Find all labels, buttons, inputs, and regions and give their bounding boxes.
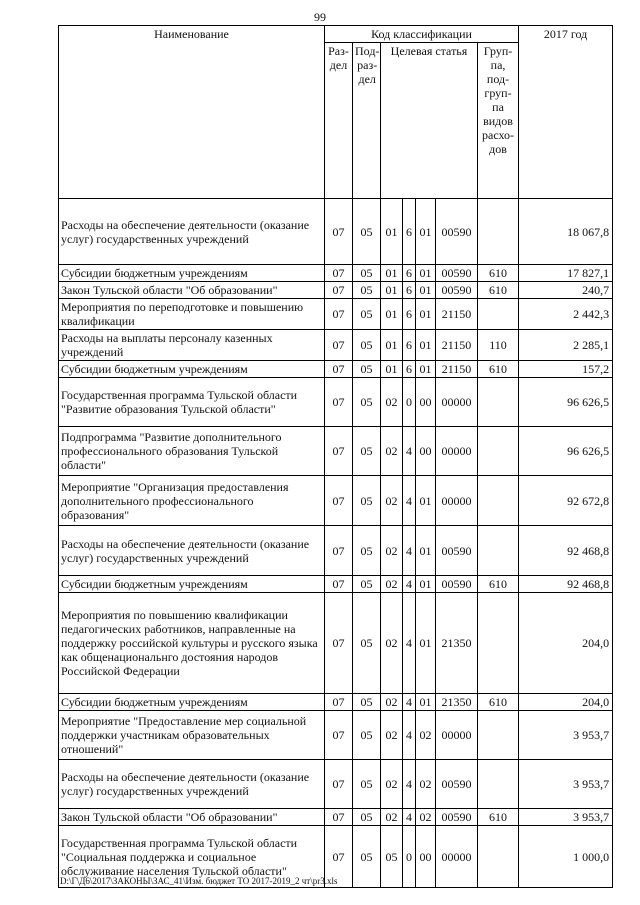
subsection-code: 05 (353, 299, 381, 330)
program-code: 05 (381, 826, 403, 888)
direction-code: 00590 (436, 282, 478, 299)
table-row (59, 476, 613, 526)
amount: 204,0 (519, 694, 613, 711)
table-row (59, 526, 613, 576)
table-row (59, 694, 613, 711)
subprogram-code: 6 (403, 282, 416, 299)
subprogram-code: 6 (403, 199, 416, 265)
subsection-code: 05 (353, 427, 381, 476)
direction-code: 00590 (436, 760, 478, 809)
subsection-code: 05 (353, 282, 381, 299)
section-code: 07 (325, 760, 353, 809)
amount: 3 953,7 (519, 760, 613, 809)
measure-code: 01 (416, 330, 436, 361)
section-code: 07 (325, 330, 353, 361)
group-code: 110 (478, 330, 519, 361)
direction-code: 00590 (436, 576, 478, 593)
table-row (59, 378, 613, 427)
section-code: 07 (325, 361, 353, 378)
subprogram-code: 6 (403, 330, 416, 361)
section-code: 07 (325, 199, 353, 265)
subprogram-code: 4 (403, 476, 416, 526)
row-name: Расходы на обеспечение деятельности (оказание услуг) государственных учреждений (59, 760, 325, 809)
amount: 96 626,5 (519, 427, 613, 476)
amount: 2 285,1 (519, 330, 613, 361)
measure-code: 01 (416, 199, 436, 265)
measure-code: 01 (416, 526, 436, 576)
section-code: 07 (325, 826, 353, 888)
section-code: 07 (325, 526, 353, 576)
measure-code: 01 (416, 476, 436, 526)
subsection-code: 05 (353, 809, 381, 826)
table-row (59, 299, 613, 330)
program-code: 02 (381, 427, 403, 476)
amount: 2 442,3 (519, 299, 613, 330)
table-row (59, 809, 613, 826)
table-row (59, 265, 613, 282)
subprogram-code: 4 (403, 694, 416, 711)
subsection-code: 05 (353, 526, 381, 576)
subsection-code: 05 (353, 694, 381, 711)
direction-code: 21350 (436, 593, 478, 694)
section-code: 07 (325, 427, 353, 476)
subsection-code: 05 (353, 476, 381, 526)
direction-code: 21150 (436, 330, 478, 361)
subprogram-code: 0 (403, 378, 416, 427)
amount: 17 827,1 (519, 265, 613, 282)
program-code: 02 (381, 576, 403, 593)
direction-code: 21150 (436, 361, 478, 378)
section-code: 07 (325, 711, 353, 760)
group-code: 610 (478, 282, 519, 299)
row-name: Мероприятия по повышению квалификации педагогических работников, направленные на поддержку российской культуры и русского языка как общенациональнго достояния народов Российской Федерации (59, 593, 325, 694)
table-row (59, 760, 613, 809)
program-code: 01 (381, 361, 403, 378)
subprogram-code: 4 (403, 711, 416, 760)
section-code: 07 (325, 282, 353, 299)
row-name: Расходы на выплаты персоналу казенных учреждений (59, 330, 325, 361)
subsection-code: 05 (353, 826, 381, 888)
subprogram-code: 4 (403, 427, 416, 476)
amount: 204,0 (519, 593, 613, 694)
measure-code: 01 (416, 265, 436, 282)
row-name: Субсидии бюджетным учреждениям (59, 576, 325, 593)
direction-code: 00000 (436, 427, 478, 476)
direction-code: 00000 (436, 476, 478, 526)
amount: 1 000,0 (519, 826, 613, 888)
row-name: Расходы на обеспечение деятельности (оказание услуг) государственных учреждений (59, 199, 325, 265)
section-code: 07 (325, 809, 353, 826)
program-code: 02 (381, 378, 403, 427)
amount: 96 626,5 (519, 378, 613, 427)
section-code: 07 (325, 299, 353, 330)
table-row (59, 361, 613, 378)
group-code (478, 526, 519, 576)
direction-code: 00590 (436, 265, 478, 282)
measure-code: 00 (416, 378, 436, 427)
amount: 157,2 (519, 361, 613, 378)
subsection-code: 05 (353, 361, 381, 378)
measure-code: 02 (416, 760, 436, 809)
row-name: Субсидии бюджетным учреждениям (59, 361, 325, 378)
subprogram-code: 4 (403, 593, 416, 694)
subprogram-code: 4 (403, 809, 416, 826)
subsection-code: 05 (353, 576, 381, 593)
amount: 18 067,8 (519, 199, 613, 265)
group-code (478, 593, 519, 694)
row-name: Государственная программа Тульской области "Развитие образования Тульской области" (59, 378, 325, 427)
direction-code: 00590 (436, 809, 478, 826)
group-code (478, 826, 519, 888)
amount: 3 953,7 (519, 809, 613, 826)
subsection-code: 05 (353, 265, 381, 282)
subsection-code: 05 (353, 593, 381, 694)
header-classification: Код классификации (325, 26, 519, 43)
direction-code: 00590 (436, 526, 478, 576)
row-name: Расходы на обеспечение деятельности (оказание услуг) государственных учреждений (59, 526, 325, 576)
subsection-code: 05 (353, 199, 381, 265)
header-target: Целевая статья (381, 43, 478, 199)
measure-code: 01 (416, 299, 436, 330)
row-name: Мероприятие "Организация предоставления дополнительного профессионального образования" (59, 476, 325, 526)
program-code: 01 (381, 299, 403, 330)
program-code: 02 (381, 526, 403, 576)
direction-code: 00000 (436, 711, 478, 760)
subsection-code: 05 (353, 760, 381, 809)
table-row (59, 576, 613, 593)
measure-code: 00 (416, 427, 436, 476)
program-code: 02 (381, 760, 403, 809)
subprogram-code: 0 (403, 826, 416, 888)
amount: 92 468,8 (519, 526, 613, 576)
header-group: Груп- па, под- груп- па видов расхо- дов (478, 43, 519, 199)
direction-code: 21350 (436, 694, 478, 711)
subprogram-code: 6 (403, 299, 416, 330)
group-code: 610 (478, 809, 519, 826)
program-code: 02 (381, 593, 403, 694)
program-code: 01 (381, 282, 403, 299)
measure-code: 01 (416, 361, 436, 378)
group-code: 610 (478, 265, 519, 282)
header-subsection: Под- раз- дел (353, 43, 381, 199)
row-name: Подпрограмма "Развитие дополнительного профессионального образования Тульской области" (59, 427, 325, 476)
direction-code: 00590 (436, 199, 478, 265)
row-name: Государственная программа Тульской области "Социальная поддержка и социальное обслуживание населения Тульской области" (59, 826, 325, 888)
program-code: 01 (381, 199, 403, 265)
program-code: 02 (381, 711, 403, 760)
section-code: 07 (325, 378, 353, 427)
row-name: Мероприятие "Предоставление мер социальной поддержки участникам образовательных отношений" (59, 711, 325, 760)
amount: 92 468,8 (519, 576, 613, 593)
header-section: Раз- дел (325, 43, 353, 199)
subsection-code: 05 (353, 330, 381, 361)
page-number: 99 (314, 10, 326, 24)
table-row (59, 282, 613, 299)
subprogram-code: 6 (403, 361, 416, 378)
section-code: 07 (325, 265, 353, 282)
program-code: 02 (381, 476, 403, 526)
row-name: Субсидии бюджетным учреждениям (59, 694, 325, 711)
table-row (59, 427, 613, 476)
subprogram-code: 4 (403, 576, 416, 593)
table-row (59, 199, 613, 265)
group-code (478, 427, 519, 476)
group-code (478, 711, 519, 760)
section-code: 07 (325, 694, 353, 711)
subprogram-code: 4 (403, 526, 416, 576)
section-code: 07 (325, 476, 353, 526)
measure-code: 00 (416, 826, 436, 888)
subsection-code: 05 (353, 711, 381, 760)
group-code: 610 (478, 576, 519, 593)
program-code: 02 (381, 694, 403, 711)
table-row (59, 711, 613, 760)
measure-code: 02 (416, 809, 436, 826)
group-code (478, 378, 519, 427)
measure-code: 02 (416, 711, 436, 760)
row-name: Закон Тульской области "Об образовании" (59, 809, 325, 826)
group-code (478, 760, 519, 809)
program-code: 02 (381, 809, 403, 826)
measure-code: 01 (416, 593, 436, 694)
table-row (59, 593, 613, 694)
subprogram-code: 6 (403, 265, 416, 282)
group-code (478, 476, 519, 526)
direction-code: 00000 (436, 826, 478, 888)
row-name: Мероприятия по переподготовке и повышению квалификации (59, 299, 325, 330)
measure-code: 01 (416, 694, 436, 711)
header-year: 2017 год (519, 26, 613, 199)
direction-code: 21150 (436, 299, 478, 330)
group-code (478, 299, 519, 330)
header-name: Наименование (59, 26, 325, 199)
group-code: 610 (478, 694, 519, 711)
measure-code: 01 (416, 282, 436, 299)
amount: 240,7 (519, 282, 613, 299)
subsection-code: 05 (353, 378, 381, 427)
group-code: 610 (478, 361, 519, 378)
section-code: 07 (325, 593, 353, 694)
file-path-footer: D:\Г\Д6\2017\ЗАКОНЫ\ЗАС_41\Изм. бюджет ТО 2017-2019_2 чт\pr3.xls (60, 876, 338, 886)
budget-table (58, 25, 613, 888)
table-row (59, 330, 613, 361)
row-name: Закон Тульской области "Об образовании" (59, 282, 325, 299)
row-name: Субсидии бюджетным учреждениям (59, 265, 325, 282)
measure-code: 01 (416, 576, 436, 593)
section-code: 07 (325, 576, 353, 593)
direction-code: 00000 (436, 378, 478, 427)
group-code (478, 199, 519, 265)
amount: 3 953,7 (519, 711, 613, 760)
program-code: 01 (381, 330, 403, 361)
amount: 92 672,8 (519, 476, 613, 526)
program-code: 01 (381, 265, 403, 282)
subprogram-code: 4 (403, 760, 416, 809)
